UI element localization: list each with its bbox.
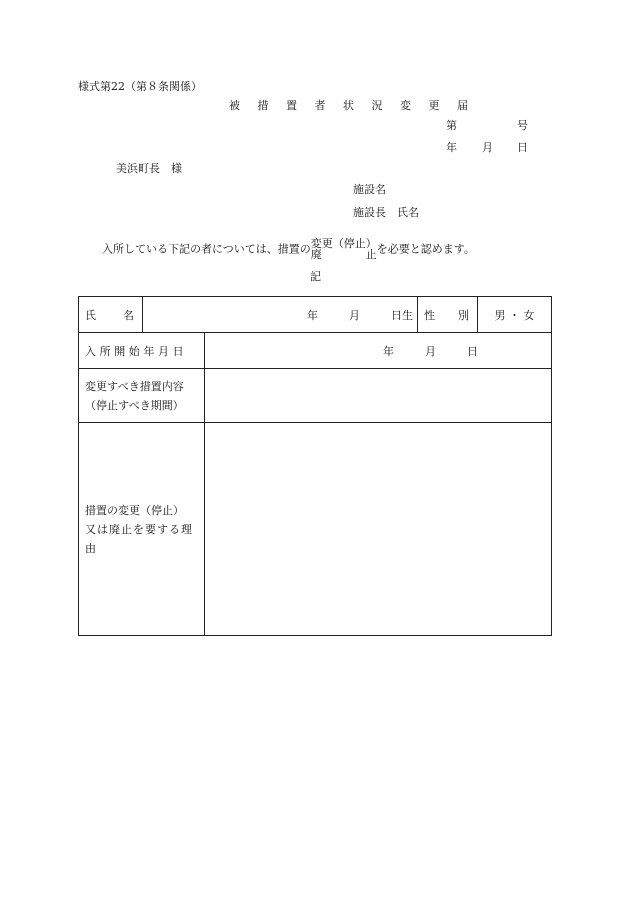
admission-date-cell[interactable] [205,333,552,369]
reason-label-cell [79,423,205,636]
option-change-stop: 変更（停止） [310,237,377,250]
doc-number-suffix: 号 [517,119,528,132]
date-month: 月 [482,141,493,154]
reason-label-3: 由 [85,541,96,555]
admission-month: 月 [425,344,436,358]
option-abolish-a: 廃 [310,248,322,261]
sex-label-a: 性 [424,308,435,322]
reason-label-2: 又は廃止を要する理 [85,522,193,536]
change-content-label-cell [79,369,205,423]
admission-year: 年 [383,344,394,358]
name-birth-cell[interactable] [143,297,418,333]
change-content-label-2: （停止すべき期間） [85,398,184,412]
birth-day: 日生 [391,308,413,322]
measure-option-stack [311,238,377,260]
form-number: 様式第22（第８条関係） [78,80,202,93]
sex-options: 男 ・ 女 [494,308,535,322]
reason-cell[interactable] [205,423,552,636]
request-sentence-prefix: 入所している下記の者については、措置の [102,242,311,256]
change-content-cell[interactable] [205,369,552,423]
admission-day: 日 [467,344,478,358]
change-content-label-1: 変更すべき措置内容 [85,379,184,393]
option-abolish [311,249,377,260]
name-label-cell [79,297,143,333]
reason-label-1: 措置の変更（停止） [85,503,184,517]
facility-head-label: 施設長 氏名 [353,206,419,219]
name-row [79,297,552,333]
option-abolish-b: 止 [365,248,377,261]
name-label-a: 氏 [85,308,96,322]
facility-name-label: 施設名 [353,183,386,196]
ki-heading: 記 [310,270,321,283]
birth-year: 年 [307,308,318,322]
sex-options-cell[interactable] [478,297,552,333]
request-sentence-suffix: を必要と認めます。 [376,242,475,256]
name-label-b: 名 [123,308,134,322]
admission-label: 入所開始年月日 [85,344,188,358]
page-title: 被 措 置 者 状 況 変 更 届 [229,99,475,112]
date-year: 年 [446,141,457,154]
sex-label-cell [418,297,478,333]
doc-number-prefix: 第 [446,119,457,132]
date-day: 日 [517,141,528,154]
form-table [78,296,552,636]
birth-month: 月 [349,308,360,322]
reason-row [79,423,552,636]
change-content-row [79,369,552,423]
addressee: 美浜町長 様 [116,162,182,175]
admission-row [79,333,552,369]
admission-label-cell [79,333,205,369]
sex-label-b: 別 [458,308,469,322]
request-sentence [102,238,475,260]
